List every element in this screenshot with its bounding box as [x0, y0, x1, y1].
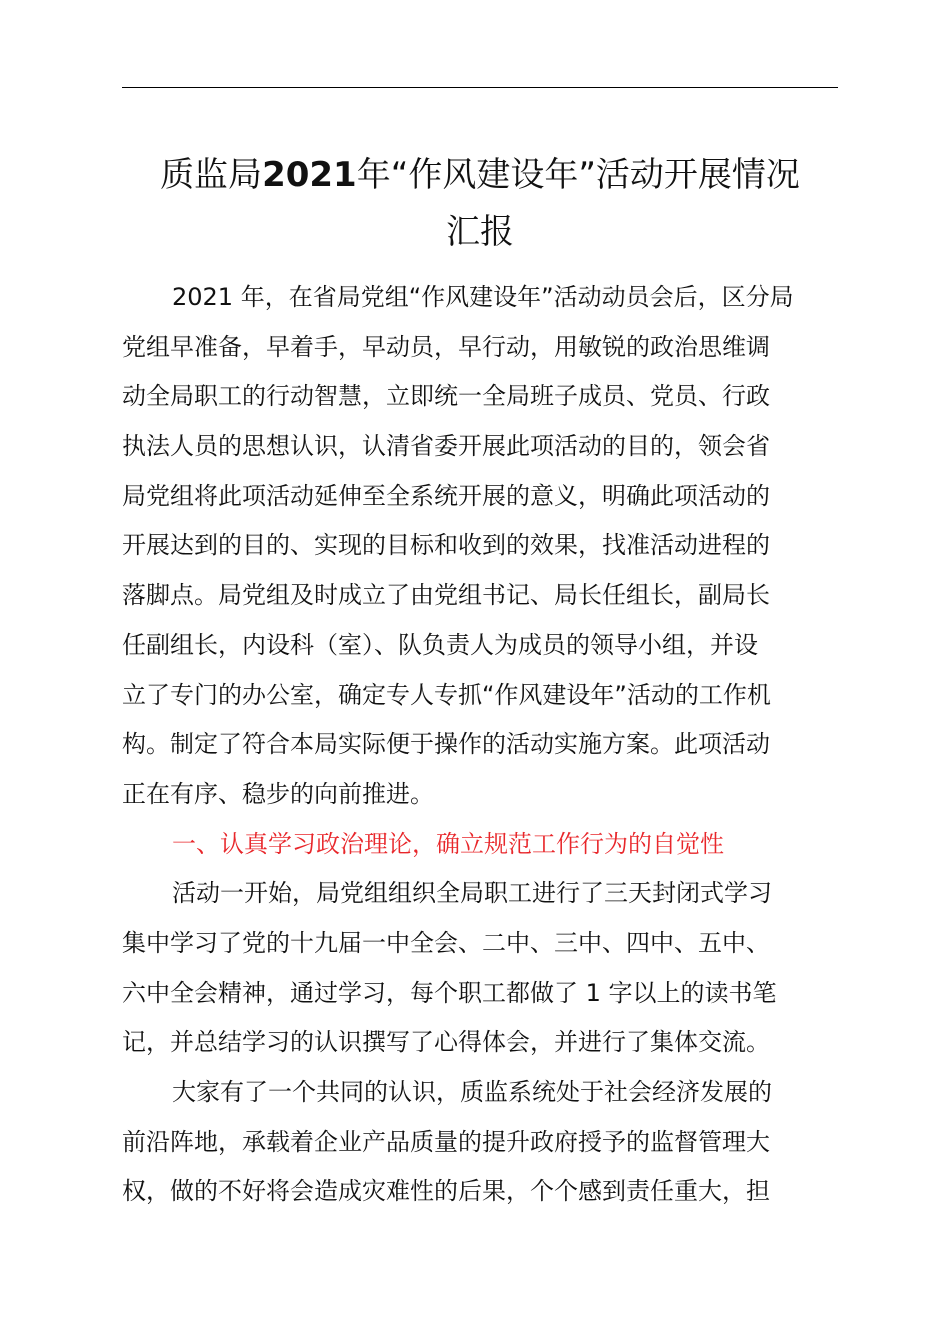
document-title: [122, 147, 838, 261]
document-body: [122, 273, 838, 1217]
body-text-line: 前沿阵地，承载着企业产品质量的提升政府授予的监督管理大: [122, 1127, 770, 1156]
body-text-line: 动全局职工的行动智慧，立即统一全局班子成员、党员、行政: [122, 382, 770, 411]
body-text-line: 2021 年，在省局党组“作风建设年”活动动员会后，区分局: [172, 283, 794, 311]
title-prefix: 质监局: [160, 155, 263, 195]
body-text-line: 大家有了一个共同的认识，质监系统处于社会经济发展的: [172, 1078, 772, 1106]
body-text-line: 集中学习了党的十九届一中全会、二中、三中、四中、五中、: [122, 928, 770, 957]
title-prefix: 汇报: [446, 212, 514, 252]
body-text-line: 六中全会精神，通过学习，每个职工都做了 1 字以上的读书笔: [122, 978, 777, 1007]
body-text-line: 局党组将此项活动延伸至全系统开展的意义，明确此项活动的: [122, 481, 770, 510]
body-text-line: 执法人员的思想认识，认清省委开展此项活动的目的，领会省: [122, 432, 770, 461]
title-year: 2021: [262, 155, 357, 195]
title-suffix: 年“作风建设年”活动开展情况: [356, 155, 800, 195]
body-text-line: 党组早准备，早着手，早动员，早行动，用敏锐的政治思维调: [122, 332, 770, 361]
title-line: [122, 204, 838, 261]
body-text-line: 权，做的不好将会造成灾难性的后果，个个感到责任重大，担: [122, 1177, 770, 1206]
body-text-line: 任副组长，内设科（室）、队负责人为成员的领导小组，并设: [122, 630, 758, 659]
header-rule: [122, 87, 838, 88]
body-text-line: 记，并总结学习的认识撰写了心得体会，并进行了集体交流。: [122, 1028, 770, 1057]
body-text-line: 立了专门的办公室，确定专人专抓“作风建设年”活动的工作机: [122, 680, 771, 709]
body-text-line: 活动一开始，局党组组织全局职工进行了三天封闭式学习: [172, 879, 772, 908]
body-text-line: 落脚点。局党组及时成立了由党组书记、局长任组长，副局长: [122, 581, 770, 610]
body-text-line: 开展达到的目的、实现的目标和收到的效果，找准活动进程的: [122, 531, 770, 560]
body-text-line: 构。制定了符合本局实际便于操作的活动实施方案。此项活动: [122, 730, 770, 759]
section-heading-line: 一、认真学习政治理论，确立规范工作行为的自觉性: [172, 829, 724, 858]
title-line: [122, 147, 838, 204]
body-text-line: 正在有序、稳步的向前推进。: [122, 779, 434, 808]
